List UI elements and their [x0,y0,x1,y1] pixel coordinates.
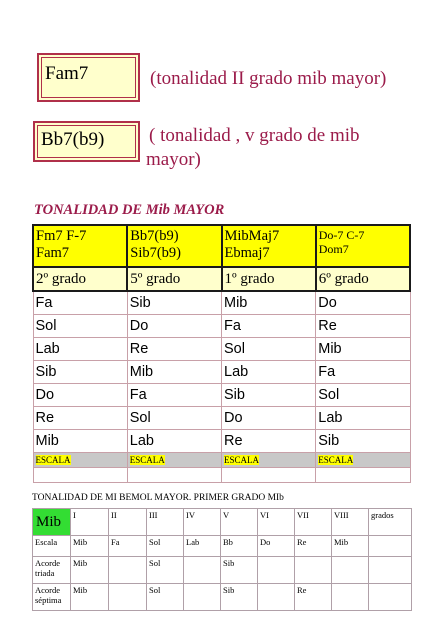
degree-head-row [33,509,412,536]
note-cell: Mib [33,430,127,453]
note-cell: Do [222,407,316,430]
note-cell: Sib [127,291,221,315]
head-cell: VI [258,509,295,536]
chord-note-line: mayor) [146,149,201,170]
head-cell: II [109,509,147,536]
note-cell: Lab [316,407,410,430]
cell [332,584,369,611]
note-cell: Sol [316,384,410,407]
cell [369,557,412,584]
degree-table [32,508,412,611]
cell [332,557,369,584]
degree-cell: 6º grado [316,267,410,291]
cell: Re [295,584,332,611]
note-cell: Fa [222,315,316,338]
head-cell: VIII [332,509,369,536]
note-cell: Re [127,338,221,361]
cell: Lab [184,536,221,557]
cell: Do [258,536,295,557]
section-title: TONALIDAD DE Mib MAYOR [34,202,225,218]
chord-name: Fam7 [45,63,89,84]
cell: Mib [71,584,109,611]
cell [258,557,295,584]
note-cell: Sib [222,384,316,407]
chord-box-fam7 [37,53,140,102]
note-cell: Fa [127,384,221,407]
cell: Sol [147,557,184,584]
note-cell: Re [222,430,316,453]
chord-note-line: ( tonalidad , v grado de mib [149,125,360,146]
head-cell: VII [295,509,332,536]
note-cell: Fa [33,291,127,315]
scale-table [32,224,411,483]
note-cell: Fa [316,361,410,384]
escala-cell: ESCALA [222,453,316,468]
chord-note-line: (tonalidad II grado mib mayor) [150,68,387,89]
cell: Bb [221,536,258,557]
septima-row [33,584,412,611]
table-row [33,430,410,453]
note-cell: Sib [33,361,127,384]
header-cell: Fm7 F-7 Fam7 [33,225,127,267]
note-cell: Mib [222,291,316,315]
row-label: Escala [33,536,71,557]
head-cell: grados [369,509,412,536]
key-cell: Mib [33,509,71,536]
note-cell: Mib [127,361,221,384]
table-row [33,291,410,315]
triada-row [33,557,412,584]
escala-cell: ESCALA [127,453,221,468]
cell: Sol [147,536,184,557]
head-cell: IV [184,509,221,536]
cell [369,536,412,557]
table-row [33,384,410,407]
note-cell: Lab [33,338,127,361]
cell [258,584,295,611]
chord-header-row [33,225,410,267]
head-cell: V [221,509,258,536]
head-cell: III [147,509,184,536]
degree-cell: 2º grado [33,267,127,291]
escala-cell: ESCALA [316,453,410,468]
header-cell: Do-7 C-7 Dom7 [316,225,410,267]
note-cell: Sol [33,315,127,338]
note-cell: Lab [222,361,316,384]
cell: Sib [221,584,258,611]
chord-name: Bb7(b9) [41,129,105,150]
note-cell: Re [33,407,127,430]
note-cell: Re [316,315,410,338]
cell: Fa [109,536,147,557]
cell [369,584,412,611]
blank-row [33,468,410,483]
header-cell: MibMaj7 Ebmaj7 [222,225,316,267]
cell: Mib [71,536,109,557]
table-row [33,361,410,384]
note-cell: Mib [316,338,410,361]
cell: Re [295,536,332,557]
note-cell: Sol [127,407,221,430]
degree-cell: 1º grado [222,267,316,291]
chord-note [146,124,360,172]
table-row [33,407,410,430]
escala-row [33,536,412,557]
header-cell: Bb7(b9) Sib7(b9) [127,225,221,267]
note-cell: Do [127,315,221,338]
escala-cell: ESCALA [33,453,127,468]
table-row [33,338,410,361]
degree-row [33,267,410,291]
degree-cell: 5º grado [127,267,221,291]
row-label: Acorde séptima [33,584,71,611]
cell [184,584,221,611]
cell [184,557,221,584]
section2-title: TONALIDAD DE MI BEMOL MAYOR. PRIMER GRADO MIb [32,493,284,503]
cell [109,557,147,584]
note-cell: Lab [127,430,221,453]
escala-row [33,453,410,468]
cell: Sib [221,557,258,584]
chord-box-bb7b9 [33,121,140,162]
note-cell: Sol [222,338,316,361]
note-cell: Do [316,291,410,315]
note-cell: Do [33,384,127,407]
cell [109,584,147,611]
cell [295,557,332,584]
note-cell: Sib [316,430,410,453]
cell: Mib [332,536,369,557]
chord-note [150,67,386,91]
cell: Sol [147,584,184,611]
cell: Mib [71,557,109,584]
row-label: Acorde triada [33,557,71,584]
head-cell: I [71,509,109,536]
table-row [33,315,410,338]
